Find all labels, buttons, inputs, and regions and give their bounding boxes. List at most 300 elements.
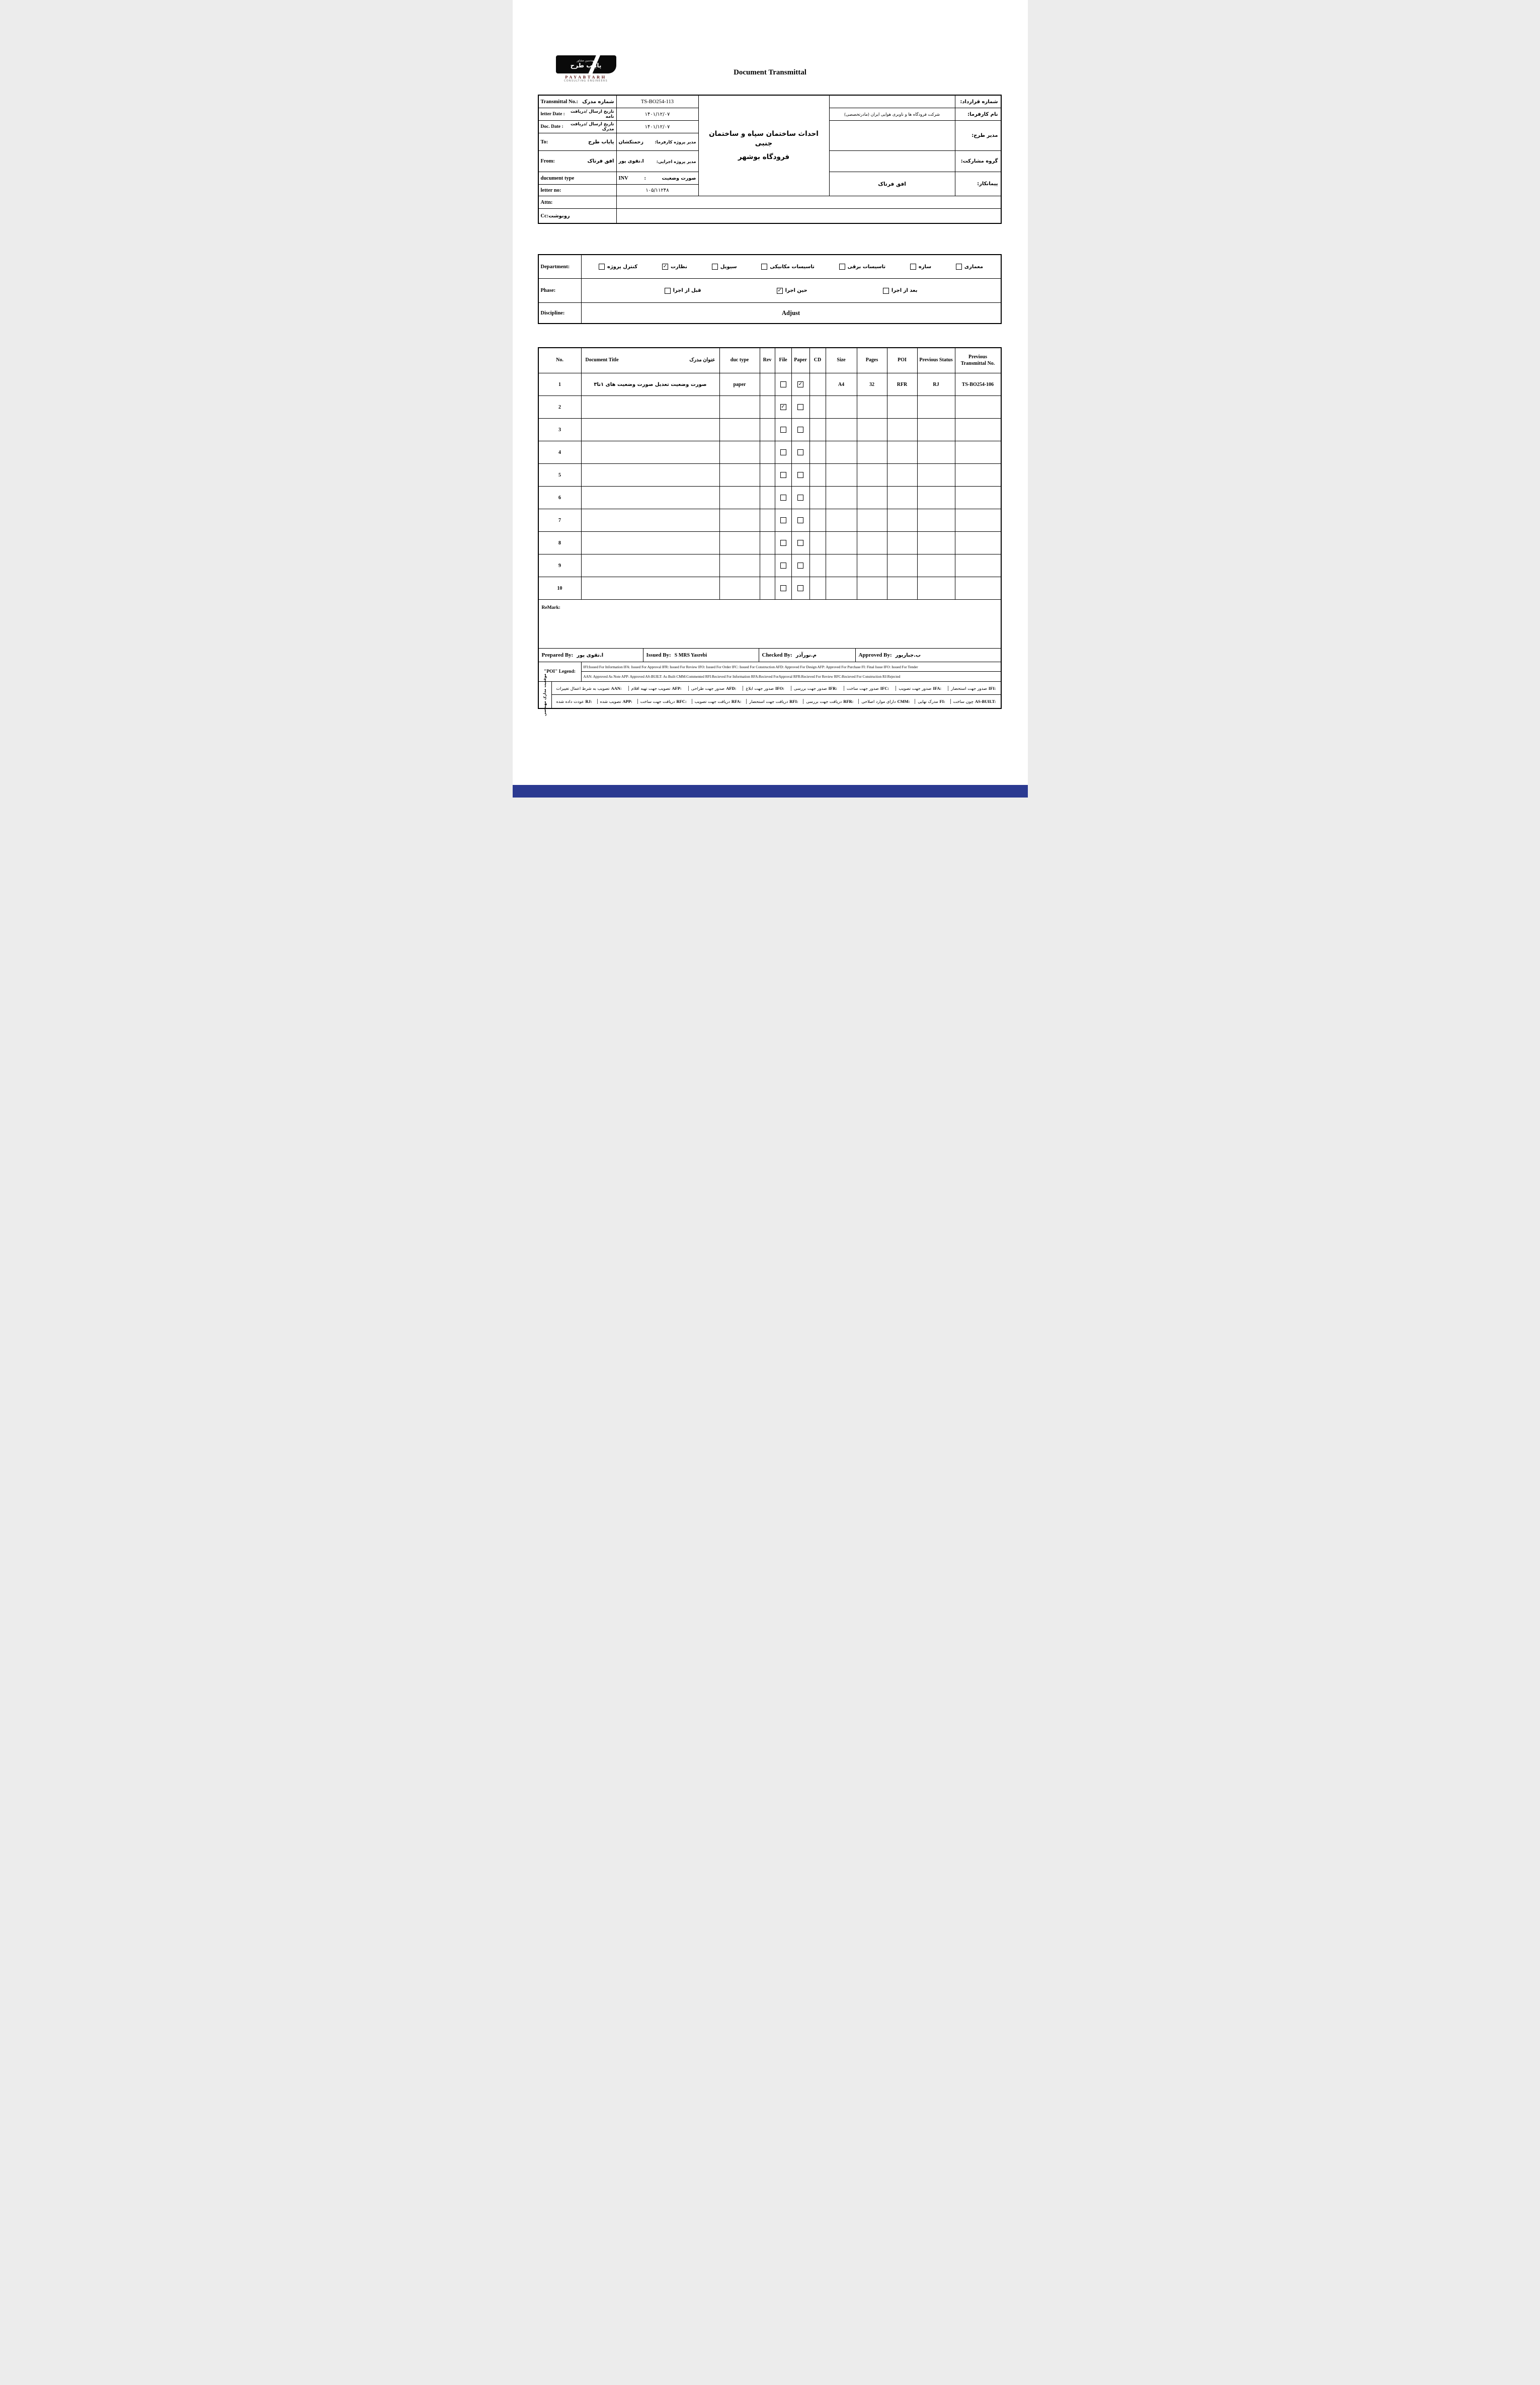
paper-checkbox[interactable] — [797, 563, 803, 569]
cc-label-fa: رونوشت — [548, 213, 570, 219]
legend-text: صدور جهت تصویب — [899, 685, 932, 691]
cell-previous-transmittal — [955, 441, 1001, 464]
cell-rev — [760, 419, 775, 441]
cell-document-title — [582, 509, 720, 532]
doc-table-body — [539, 373, 1001, 600]
cell-previous-transmittal — [955, 396, 1001, 419]
fa-legend-line-2 — [552, 695, 1001, 708]
header-previous-status: Previous Status — [918, 348, 955, 373]
checkbox[interactable] — [956, 264, 962, 270]
cell-cd — [810, 532, 826, 554]
cell-cd — [810, 464, 826, 487]
cell-document-title — [582, 532, 720, 554]
legend-text: صدور جهت ابلاغ — [746, 685, 774, 691]
poi-legend-lines — [582, 662, 1001, 681]
table-header-row — [539, 348, 1001, 373]
legend-abbr: IFI: — [988, 685, 996, 691]
legend-text: چون ساخت — [953, 699, 974, 704]
paper-checkbox[interactable] — [797, 381, 803, 387]
checkbox[interactable] — [777, 288, 783, 294]
header-title-fa: عنوان مدرک — [689, 357, 715, 363]
to-field — [539, 133, 617, 151]
cell-pages — [857, 464, 887, 487]
legend-abbr: RFI: — [789, 699, 798, 704]
client-pm-value: زحمتکشان — [618, 139, 643, 145]
cell-poi — [887, 464, 918, 487]
exec-pm-field — [617, 151, 699, 172]
table-row — [539, 373, 1001, 396]
cell-poi — [887, 487, 918, 509]
transmittal-no-label — [539, 96, 617, 108]
legend-text: دریافت جهت بررسی — [806, 699, 842, 704]
cell-rev — [760, 487, 775, 509]
cell-poi — [887, 396, 918, 419]
cell-document-title: صورت وضعیت تعدیل صورت وضعیت های ۱تا۳ — [582, 373, 720, 396]
header-previous-transmittal: Previous Transmittal No. — [955, 348, 1001, 373]
to-value: پایاب طرح — [588, 139, 614, 145]
table-row — [539, 464, 1001, 487]
header-size: Size — [826, 348, 857, 373]
legend-text: عودت داده شده — [556, 699, 584, 704]
table-row — [539, 509, 1001, 532]
cell-document-title — [582, 441, 720, 464]
cell-size — [826, 554, 857, 577]
paper-checkbox[interactable] — [797, 585, 803, 591]
project-title-line1: احداث ساختمان سپاه و ساختمان جنبی — [709, 129, 819, 147]
header-table — [538, 95, 1002, 224]
file-checkbox[interactable] — [780, 449, 786, 455]
remark-area[interactable] — [539, 600, 1001, 649]
legend-abbr: IFO: — [775, 685, 784, 691]
header-title-en: Document Title — [585, 357, 619, 363]
design-manager-label: مدیر طرح: — [955, 121, 1001, 151]
cell-duc-type — [720, 441, 760, 464]
legend-item — [915, 699, 948, 704]
cell-cd — [810, 487, 826, 509]
cell-duc-type — [720, 532, 760, 554]
cell-file — [775, 396, 792, 419]
discipline-value: Adjust — [781, 309, 800, 316]
checkbox-item — [665, 288, 701, 294]
cell-poi — [887, 532, 918, 554]
logo-name-en: PAYABTARH — [565, 74, 607, 80]
checkbox-label: نظارت — [670, 264, 687, 270]
legend-item — [688, 686, 739, 691]
checkbox[interactable] — [599, 264, 605, 270]
cell-previous-status — [918, 419, 955, 441]
cell-rev — [760, 396, 775, 419]
cell-duc-type — [720, 509, 760, 532]
checkbox[interactable] — [910, 264, 916, 270]
checkbox-label: بعد از اجرا — [891, 288, 918, 293]
classification-table — [538, 254, 1002, 324]
cell-paper — [792, 577, 810, 600]
doc-date-label-en: Doc. Date : — [540, 124, 563, 129]
cell-duc-type — [720, 419, 760, 441]
legend-item — [858, 699, 912, 704]
partnership-value-field[interactable] — [830, 151, 955, 172]
fa-legend-line-1 — [552, 682, 1001, 695]
legend-item — [746, 699, 800, 704]
header-pages: Pages — [857, 348, 887, 373]
legend-abbr: APP: — [622, 699, 632, 704]
cell-previous-transmittal — [955, 509, 1001, 532]
table-row — [539, 419, 1001, 441]
table-row — [539, 441, 1001, 464]
cc-label — [539, 209, 617, 223]
page — [513, 0, 1028, 798]
checkbox[interactable] — [883, 288, 889, 294]
logo-fa-subtitle: مهندسین مشاور — [576, 59, 596, 62]
cell-cd — [810, 554, 826, 577]
file-checkbox[interactable] — [780, 517, 786, 523]
cell-previous-transmittal — [955, 419, 1001, 441]
transmittal-no-label-fa: شماره مدرک — [582, 99, 614, 105]
footer-bar — [513, 785, 1028, 798]
poi-legend-line-1: IFI:Issued For Information IFA: Issued For Approval IFR: Issued For Review IFO: Issued For Order IFC: Issued For Construction AFD: Approved For Design AFP: Approved For Purchase FI: Final Issue IFO: Issued For Tender — [582, 662, 1001, 672]
document-type-value-en: INV — [618, 175, 628, 181]
cell-rev — [760, 577, 775, 600]
poi-legend-line-2: AAN: Approved As Note APP: Approved AS-BUILT: As Built CMM:Commented RFI:Recieved For Information RFA:Recieved ForApproval RFR:Recieved For Review RFC:Recieved For Construction RJ:Rejected — [583, 674, 901, 679]
paper-checkbox[interactable] — [797, 495, 803, 501]
legend-text: دریافت جهت تصویب — [694, 699, 730, 704]
cell-size — [826, 419, 857, 441]
cell-document-title — [582, 487, 720, 509]
letter-date-label-en: letter Date : — [540, 112, 565, 117]
file-checkbox[interactable] — [780, 404, 786, 410]
cell-previous-status — [918, 577, 955, 600]
checkbox[interactable] — [665, 288, 671, 294]
cell-cd — [810, 441, 826, 464]
signature-row — [539, 649, 1001, 662]
checkbox-item — [883, 288, 918, 294]
cell-previous-status — [918, 487, 955, 509]
table-row — [539, 532, 1001, 554]
client-pm-field — [617, 133, 699, 151]
checkbox[interactable] — [662, 264, 668, 270]
file-checkbox[interactable] — [780, 381, 786, 387]
document-type-value-fa: صورت وضعیت — [662, 175, 696, 181]
cc-label-en: Cc: — [540, 213, 549, 219]
fa-legend-side-label — [539, 673, 552, 717]
checkbox[interactable] — [761, 264, 767, 270]
cell-previous-status — [918, 532, 955, 554]
cell-paper — [792, 464, 810, 487]
cell-pages — [857, 509, 887, 532]
legend-abbr: RJ: — [585, 699, 592, 704]
cell-pages — [857, 419, 887, 441]
cell-paper — [792, 509, 810, 532]
cell-size — [826, 487, 857, 509]
cell-cd — [810, 396, 826, 419]
cell-size — [826, 464, 857, 487]
legend-text: دارای موارد اصلاحی — [861, 699, 896, 704]
cell-no: 7 — [539, 509, 582, 532]
poi-legend-label: "POI" Legend: — [539, 662, 582, 681]
cell-size: A4 — [826, 373, 857, 396]
legend-text: تصویب به شرط اعمال تغییرات — [556, 685, 610, 691]
approved-by-value: ب.جبارپور — [895, 652, 921, 658]
legend-text: تصویب جهت تهیه اقلام — [631, 685, 671, 691]
letter-no-label — [539, 185, 617, 196]
legend-item — [692, 699, 744, 704]
issued-by-value: S MRS Yasrebi — [674, 652, 707, 658]
header-poi: POI — [887, 348, 918, 373]
cell-pages — [857, 396, 887, 419]
cell-cd — [810, 419, 826, 441]
doc-date-value: ۱۴۰۱/۱۲/۰۷ — [617, 121, 699, 133]
cell-duc-type — [720, 396, 760, 419]
cell-pages — [857, 532, 887, 554]
paper-checkbox[interactable] — [797, 449, 803, 455]
table-row — [539, 396, 1001, 419]
exec-pm-label: مدیر پروژه اجرایی: — [656, 158, 696, 164]
legend-item — [637, 699, 689, 704]
cell-previous-transmittal — [955, 487, 1001, 509]
legend-item — [803, 699, 856, 704]
doc-date-label-fa: تاریخ ارسال /دریافت مدرک — [570, 122, 614, 132]
cell-file — [775, 577, 792, 600]
cell-poi — [887, 554, 918, 577]
cell-previous-transmittal — [955, 554, 1001, 577]
checkbox-label: کنترل پروژه — [607, 264, 638, 270]
legend-text: صدور جهت استحضار — [951, 685, 987, 691]
cell-no: 5 — [539, 464, 582, 487]
legend-abbr: IFC: — [880, 685, 889, 691]
cell-previous-status: RJ — [918, 373, 955, 396]
phase-label: Phase: — [539, 279, 582, 302]
prepared-by-label: Prepared By: — [541, 652, 574, 658]
cell-poi — [887, 577, 918, 600]
cell-pages — [857, 577, 887, 600]
cell-rev — [760, 554, 775, 577]
cell-previous-transmittal — [955, 532, 1001, 554]
legend-abbr: IFA: — [933, 685, 942, 691]
letter-date-label — [539, 108, 617, 121]
cell-cd — [810, 577, 826, 600]
cell-paper — [792, 419, 810, 441]
discipline-label: Discipline: — [539, 303, 582, 323]
cell-file — [775, 509, 792, 532]
checkbox-label: تاسیسات مکانیکی — [770, 264, 815, 270]
legend-abbr: CMM: — [897, 699, 910, 704]
cell-paper — [792, 487, 810, 509]
cell-poi — [887, 419, 918, 441]
from-label: From: — [540, 158, 555, 164]
header-rev: Rev — [760, 348, 775, 373]
cell-paper — [792, 396, 810, 419]
transmittal-no-label-en: Transmittal No.: — [540, 99, 578, 105]
cell-document-title — [582, 577, 720, 600]
cell-cd — [810, 373, 826, 396]
file-checkbox[interactable] — [780, 472, 786, 478]
fa-legend-lines — [552, 682, 1001, 708]
cc-value-field[interactable] — [617, 209, 1001, 223]
paper-checkbox[interactable] — [797, 472, 803, 478]
header-document-title — [582, 348, 720, 373]
file-checkbox[interactable] — [780, 585, 786, 591]
checkbox-item — [910, 264, 931, 270]
legend-item — [791, 686, 840, 691]
legend-item — [950, 699, 999, 704]
legend-abbr: IFR: — [828, 685, 838, 691]
cell-file — [775, 464, 792, 487]
poi-legend — [539, 662, 1001, 682]
project-title-line2: فرودگاه بوشهر — [738, 153, 790, 162]
table-row — [539, 577, 1001, 600]
cell-pages: 32 — [857, 373, 887, 396]
from-field — [539, 151, 617, 172]
file-checkbox[interactable] — [780, 495, 786, 501]
design-manager-value-field[interactable] — [830, 121, 955, 151]
legend-abbr: RFR: — [843, 699, 854, 704]
checkbox-item — [662, 264, 687, 270]
cell-file — [775, 419, 792, 441]
fa-legend-side-label-text: موقعیت مدارک مهندسی — [543, 673, 547, 717]
exec-pm-value: ا.تقوی پور — [618, 158, 644, 164]
contract-no-label: شماره قرارداد: — [955, 96, 1001, 108]
issued-by-label: Issued By: — [646, 652, 671, 658]
legend-abbr: AFP: — [672, 685, 682, 691]
cell-file — [775, 487, 792, 509]
cell-pages — [857, 487, 887, 509]
checkbox-label: قبل از اجرا — [673, 288, 701, 293]
phase-checkbox-group — [582, 279, 1001, 302]
legend-item — [743, 686, 787, 691]
cell-paper — [792, 441, 810, 464]
checked-by-value: م.نورآذر — [795, 652, 817, 658]
cell-document-title — [582, 554, 720, 577]
contractor-value: افق فرتاک — [830, 172, 955, 196]
cell-no: 9 — [539, 554, 582, 577]
cell-previous-transmittal — [955, 464, 1001, 487]
cell-duc-type — [720, 554, 760, 577]
cell-duc-type — [720, 487, 760, 509]
legend-text: دریافت جهت ساخت — [640, 699, 675, 704]
paper-checkbox[interactable] — [797, 404, 803, 410]
cell-file — [775, 532, 792, 554]
project-title — [699, 96, 830, 196]
checkbox[interactable] — [839, 264, 845, 270]
legend-item — [554, 699, 595, 704]
file-checkbox[interactable] — [780, 563, 786, 569]
checkbox-item — [777, 288, 807, 294]
prepared-by-field — [539, 649, 643, 662]
cell-paper — [792, 532, 810, 554]
document-type-label-en: ducument type — [540, 175, 575, 181]
logo-fa-name: پایاب طرح — [570, 62, 602, 69]
checkbox-label: سازه — [918, 264, 932, 270]
attn-label-en: Attn: — [540, 199, 553, 205]
client-name-value: شرکت فرودگاه ها و ناوبری هوایی ایران (مادرتخصصی) — [830, 108, 955, 121]
cell-rev — [760, 532, 775, 554]
cell-previous-status — [918, 554, 955, 577]
checked-by-field — [759, 649, 856, 662]
cell-document-title — [582, 419, 720, 441]
checkbox-item — [956, 264, 983, 270]
paper-checkbox[interactable] — [797, 427, 803, 433]
legend-text: صدور جهت طراحی — [691, 685, 725, 691]
checkbox-label: تاسیسات برقی — [847, 264, 886, 270]
transmittal-no-value: TS-BO254-113 — [617, 96, 699, 108]
checkbox-label: حین اجرا — [785, 288, 807, 293]
header-file: File — [775, 348, 792, 373]
letter-no-value: ۱۰۵/۱۱۲۴۸ — [617, 185, 699, 196]
phase-row — [539, 279, 1001, 303]
department-row — [539, 255, 1001, 279]
legend-abbr: AFD: — [726, 685, 737, 691]
cell-poi — [887, 441, 918, 464]
discipline-row — [539, 303, 1001, 323]
document-table — [538, 347, 1002, 717]
cell-poi — [887, 509, 918, 532]
cell-no: 2 — [539, 396, 582, 419]
document-type-value — [617, 172, 699, 185]
cell-duc-type — [720, 577, 760, 600]
letter-date-value: ۱۴۰۱/۱۲/۰۷ — [617, 108, 699, 121]
client-name-label: نام کارفرما: — [955, 108, 1001, 121]
approved-by-field — [856, 649, 1001, 662]
checked-by-label: Checked By: — [762, 652, 792, 658]
legend-item — [628, 686, 684, 691]
cell-poi: RFR — [887, 373, 918, 396]
cell-size — [826, 396, 857, 419]
checkbox-item — [761, 264, 814, 270]
legend-text: مدرک نهایی — [918, 699, 938, 704]
cell-no: 1 — [539, 373, 582, 396]
cell-cd — [810, 509, 826, 532]
paper-checkbox[interactable] — [797, 517, 803, 523]
checkbox-item — [839, 264, 886, 270]
file-checkbox[interactable] — [780, 540, 786, 546]
legend-text: دریافت جهت استحضار — [749, 699, 788, 704]
cell-previous-status — [918, 464, 955, 487]
client-pm-label: مدیر پروژه کارفرما: — [655, 139, 696, 144]
contractor-label: پیمانکار: — [955, 172, 1001, 196]
cell-no: 6 — [539, 487, 582, 509]
cell-size — [826, 441, 857, 464]
checkbox[interactable] — [712, 264, 718, 270]
attn-value-field[interactable] — [617, 196, 1001, 209]
department-label: Department: — [539, 255, 582, 278]
table-row — [539, 554, 1001, 577]
cell-rev — [760, 373, 775, 396]
cell-file — [775, 441, 792, 464]
checkbox-item — [712, 264, 737, 270]
prepared-by-value: ا.تقوی پور — [577, 652, 604, 658]
header-paper: Paper — [792, 348, 810, 373]
cell-previous-status — [918, 441, 955, 464]
cell-document-title — [582, 464, 720, 487]
legend-item — [554, 686, 624, 691]
issued-by-field — [643, 649, 759, 662]
letter-date-label-fa: تاریخ ارسال /دریافت نامه — [570, 109, 614, 119]
cell-pages — [857, 554, 887, 577]
document-type-separator: : — [644, 175, 646, 181]
cell-paper — [792, 554, 810, 577]
legend-item — [896, 686, 944, 691]
cell-size — [826, 532, 857, 554]
cell-previous-status — [918, 509, 955, 532]
legend-abbr: AS-BUILT: — [975, 699, 996, 704]
department-checkbox-group — [582, 255, 1001, 278]
header-cd: CD — [810, 348, 826, 373]
legend-item — [597, 699, 635, 704]
cell-previous-status — [918, 396, 955, 419]
contract-no-value-field[interactable] — [830, 96, 955, 108]
paper-checkbox[interactable] — [797, 540, 803, 546]
file-checkbox[interactable] — [780, 427, 786, 433]
